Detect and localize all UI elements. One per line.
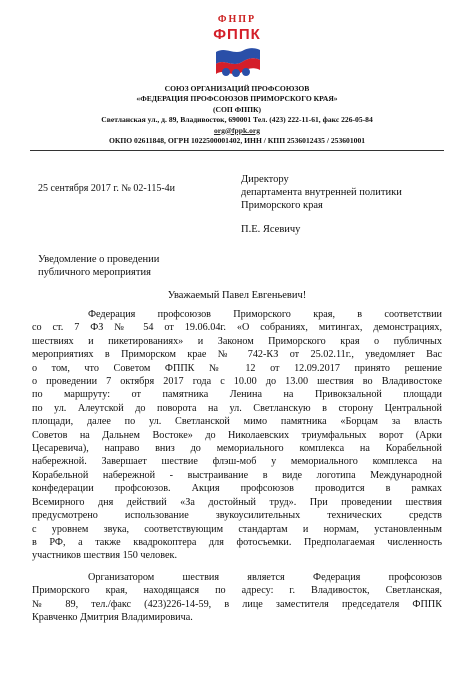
- date-and-number: 25 сентября 2017 г. № 02-115-4и: [38, 183, 176, 194]
- text-line: Кравченко Дмитрия Владимировича.: [32, 612, 193, 624]
- org-line: «ФЕДЕРАЦИЯ ПРОФСОЮЗОВ ПРИМОРСКОГО КРАЯ»: [136, 94, 338, 104]
- text-line: о том, что Советом ФППК № 12 от 12.09.2017 принято решение: [32, 362, 442, 374]
- addressee-line: Приморского края: [241, 200, 323, 211]
- text-line: с уровнем звука, соответствующим стандартам и нормам, установленным: [32, 523, 442, 535]
- fppk-logo-word: ФППК: [213, 26, 261, 43]
- text-line: Цесаревича), направо вниз до мемориального комплекса на Корабельной: [32, 443, 442, 455]
- text-line: Корабельной набережной - выстраивание в виде логотипа Международной: [32, 469, 442, 481]
- text-line: шествиях и пикетированиях» и Законом Приморского края о публичных: [32, 335, 442, 347]
- org-line: (СОП ФППК): [212, 104, 262, 114]
- subject-block: [38, 253, 159, 279]
- text-line: участников шествия 150 человек.: [32, 550, 178, 562]
- text-line: со ст. 7 ФЗ № 54 от 19.06.04г. «О собраниях, митингах, демонстрациях,: [32, 322, 442, 334]
- text-line: № 89, тел./факс (423)226-14-59, в лице заместителя председателя ФППК: [32, 598, 442, 610]
- organization-header: [20, 84, 454, 146]
- text-line: конфедерации профсоюзов. Акция профсоюзов проводится в рамках: [32, 483, 442, 495]
- greeting: Уважаемый Павел Евгеньевич!: [167, 290, 307, 301]
- org-line: СОЮЗ ОРГАНИЗАЦИЙ ПРОФСОЮЗОВ: [164, 84, 310, 93]
- addressee-line: Директору: [241, 174, 289, 185]
- org-requisites: ОКПО 02611848, ОГРН 1022500001402, ИНН / КПП 2536012435 / 253601001: [108, 136, 366, 146]
- text-line: набережной. Завершает шествие флэш-моб у мемориального комплекса на: [32, 456, 442, 468]
- text-line: о проведении 7 октября 2017 года с 10.00 до 13.00 шествия во Владивостоке: [32, 376, 442, 388]
- fppk-flag-logo-icon: [212, 42, 262, 80]
- addressee-line: департамента внутренней политики: [241, 187, 402, 198]
- paragraph-notice: [32, 308, 442, 563]
- addressee-block: [241, 173, 402, 212]
- text-line: в РФ, а также квадрокоптера для фотосъемки. Предполагаемая численность: [32, 536, 442, 548]
- text-line: Приморского края, находящаяся по адресу: г. Владивосток, Светланская,: [32, 585, 442, 597]
- addressee-name: П.Е. Ясевичу: [241, 224, 301, 235]
- text-line: мероприятиях в Приморском крае № 742-КЗ от 25.02.11г., уведомляет Вас: [32, 349, 442, 361]
- header-divider: [30, 150, 444, 151]
- subject-line: Уведомление о проведении: [38, 254, 160, 265]
- subject-line: публичного мероприятия: [38, 267, 151, 278]
- fnpr-abbr: ФНПР: [217, 14, 257, 25]
- paragraph-organizer: [32, 571, 442, 625]
- org-email-link[interactable]: org@fppk.org: [213, 125, 261, 135]
- text-line: по маршруту: от памятника Ленина на Привокзальной площади: [32, 389, 442, 401]
- text-line: предусмотрено использование звукоусилительных технических средств: [32, 510, 442, 522]
- text-line: Советов на Дальнем Востоке» до Николаевских триумфальных ворот (Арки: [32, 429, 442, 441]
- text-line: Федерация профсоюзов Приморского края, в соответствии: [88, 309, 442, 320]
- text-line: по ул. Алеутской до поворота на ул. Светланскую в сторону Центральной: [32, 402, 442, 414]
- text-line: Организатором шествия является Федерация профсоюзов: [88, 572, 442, 583]
- text-line: Всемирного дня действий «За достойный труд». При проведении шествия: [32, 496, 442, 508]
- text-line: площади, далее по ул. Светланской мимо памятника «Борцам за власть: [32, 416, 442, 428]
- org-address: Светланская ул., д. 89, Владивосток, 690001 Тел. (423) 222-11-61, факс 226-05-84: [101, 115, 373, 125]
